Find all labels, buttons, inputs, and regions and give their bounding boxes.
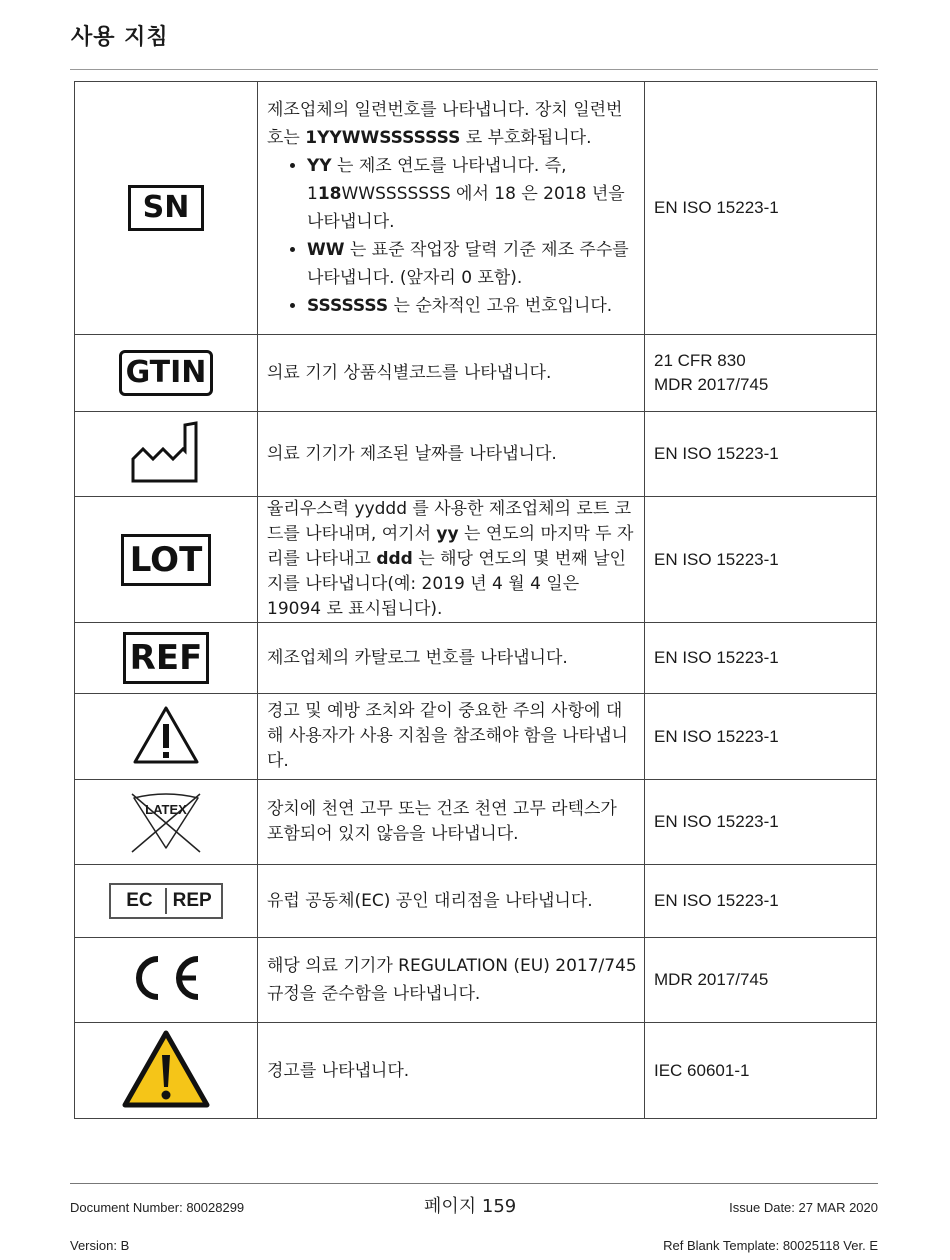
sn-description: 제조업체의 일련번호를 나타냅니다. 장치 일련번호는 1YYWWSSSSSSS 로 부호화됩니다. (267, 100, 623, 148)
table-row (75, 694, 877, 780)
ref-icon: REF (123, 632, 210, 684)
description-cell: 제조업체의 카탈로그 번호를 나타냅니다. (258, 623, 645, 694)
page-title: 사용 지침 (71, 25, 169, 50)
ec-label: EC (114, 888, 166, 914)
symbol-cell (75, 335, 258, 412)
symbol-cell (75, 865, 258, 938)
table-row (75, 865, 877, 938)
standard-cell: EN ISO 15223-1 (645, 780, 877, 865)
warning-icon (121, 1029, 211, 1113)
table-row (75, 497, 877, 623)
version: Version: B (70, 1238, 130, 1253)
table-row (75, 1023, 877, 1119)
symbol-cell (75, 780, 258, 865)
symbol-cell (75, 1023, 258, 1119)
standard-cell: EN ISO 15223-1 (645, 497, 877, 623)
symbol-cell (75, 694, 258, 780)
description-cell: 해당 의료 기기가 REGULATION (EU) 2017/745 규정을 준수함을 나타냅니다. (258, 938, 645, 1023)
description-cell: 경고 및 예방 조치와 같이 중요한 주의 사항에 대해 사용자가 사용 지침을 참조해야 함을 나타냅니다. (258, 694, 645, 780)
latex-label: LATEX (145, 802, 187, 817)
standard-cell: EN ISO 15223-1 (645, 694, 877, 780)
standard-cell: MDR 2017/745 (645, 938, 877, 1023)
list-item: • YY 는 제조 연도를 나타냅니다. 즉, 118WWSSSSSSS 에서 18 은 2018 년을 나타냅니다. (307, 152, 638, 236)
page-number: 페이지 159 (424, 1196, 517, 1217)
ref-blank-template: Ref Blank Template: 80025118 Ver. E (663, 1238, 878, 1253)
issue-date: Issue Date: 27 MAR 2020 (729, 1200, 878, 1215)
table-row (75, 938, 877, 1023)
description-cell: 경고를 나타냅니다. (258, 1023, 645, 1119)
ec-rep-icon (109, 883, 222, 919)
sn-format-list (267, 152, 638, 320)
standard-cell: EN ISO 15223-1 (645, 865, 877, 938)
description-cell: 장치에 천연 고무 또는 건조 천연 고무 라텍스가 포함되어 있지 않음을 나타냅니다. (258, 780, 645, 865)
header-divider (70, 69, 878, 70)
table-row (75, 623, 877, 694)
standard-line: 21 CFR 830 (654, 351, 746, 370)
list-item: • SSSSSSS 는 순차적인 고유 번호입니다. (307, 292, 638, 320)
date-of-manufacture-icon (130, 419, 202, 489)
latex-free-icon (126, 790, 206, 854)
table-row (75, 780, 877, 865)
table-row (75, 335, 877, 412)
table-row (75, 412, 877, 497)
footer-divider (70, 1183, 878, 1184)
standard-cell: EN ISO 15223-1 (645, 412, 877, 497)
symbol-cell (75, 82, 258, 335)
gtin-icon: GTIN (119, 350, 214, 396)
symbol-cell (75, 623, 258, 694)
lot-icon: LOT (121, 534, 212, 586)
caution-icon (131, 704, 201, 770)
table-row (75, 82, 877, 335)
description-cell (258, 82, 645, 335)
symbols-table (74, 81, 877, 1119)
symbol-cell (75, 938, 258, 1023)
standard-line: MDR 2017/745 (654, 375, 769, 394)
description-cell: 율리우스력 yyddd 를 사용한 제조업체의 로트 코드를 나타내며, 여기서 yy 는 연도의 마지막 두 자리를 나타내고 ddd 는 해당 연도의 몇 번째 날인지를 나타냅니다(예: 2019 년 4 월 4 일은 19094 로 표시됩니다). (258, 497, 645, 623)
description-cell: 유럽 공동체(EC) 공인 대리점을 나타냅니다. (258, 865, 645, 938)
description-cell: 의료 기기가 제조된 날짜를 나타냅니다. (258, 412, 645, 497)
standard-cell (645, 335, 877, 412)
standard-cell: IEC 60601-1 (645, 1023, 877, 1119)
description-cell: 의료 기기 상품식별코드를 나타냅니다. (258, 335, 645, 412)
symbol-cell (75, 412, 258, 497)
serial-number-icon: SN (128, 185, 204, 231)
standard-cell: EN ISO 15223-1 (645, 623, 877, 694)
document-number: Document Number: 80028299 (70, 1200, 245, 1215)
symbol-cell (75, 497, 258, 623)
standard-cell: EN ISO 15223-1 (645, 82, 877, 335)
rep-label: REP (172, 890, 212, 911)
list-item: • WW 는 표준 작업장 달력 기준 제조 주수를 나타냅니다. (앞자리 0 포함). (307, 236, 638, 292)
ce-mark-icon (128, 955, 204, 1005)
